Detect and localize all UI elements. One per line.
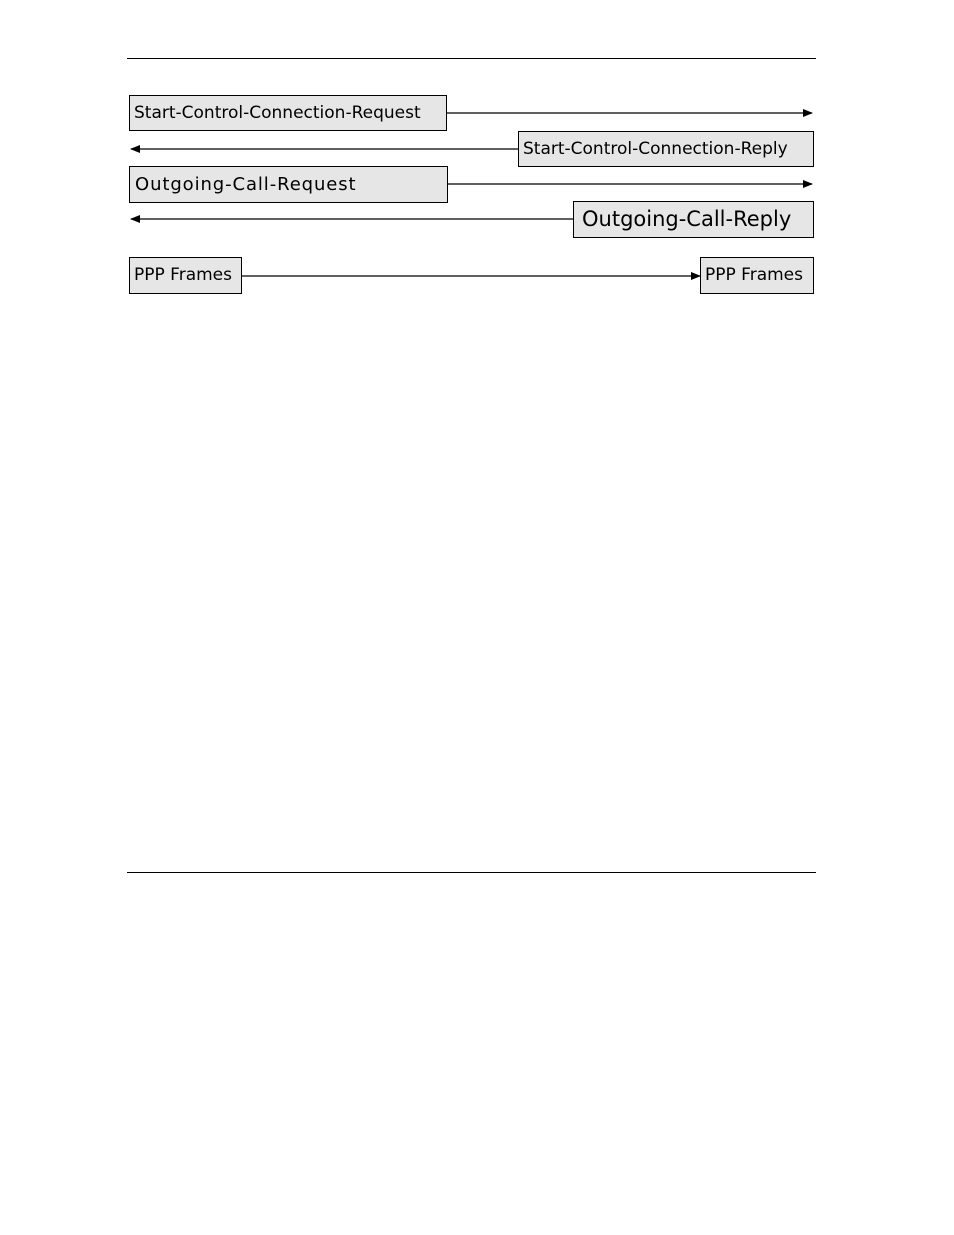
start-control-connection-request-box [129, 95, 447, 131]
outgoing-call-reply-label: Outgoing-Call-Reply [582, 207, 792, 231]
start-control-connection-reply-label: Start-Control-Connection-Reply [523, 138, 788, 159]
ppp-frames-client-label: PPP Frames [134, 265, 232, 285]
outgoing-call-reply-box [573, 201, 814, 238]
outgoing-call-request-label: Outgoing-Call-Request [135, 173, 357, 195]
outgoing-call-request-box [129, 166, 448, 203]
start-control-connection-reply-box [518, 131, 814, 167]
ppp-frames-server-label: PPP Frames [705, 265, 803, 285]
start-control-connection-request-label: Start-Control-Connection-Request [134, 102, 421, 123]
footer-rule [127, 872, 816, 873]
ppp-frames-server-box [700, 257, 814, 294]
ppp-frames-client-box [129, 257, 242, 294]
